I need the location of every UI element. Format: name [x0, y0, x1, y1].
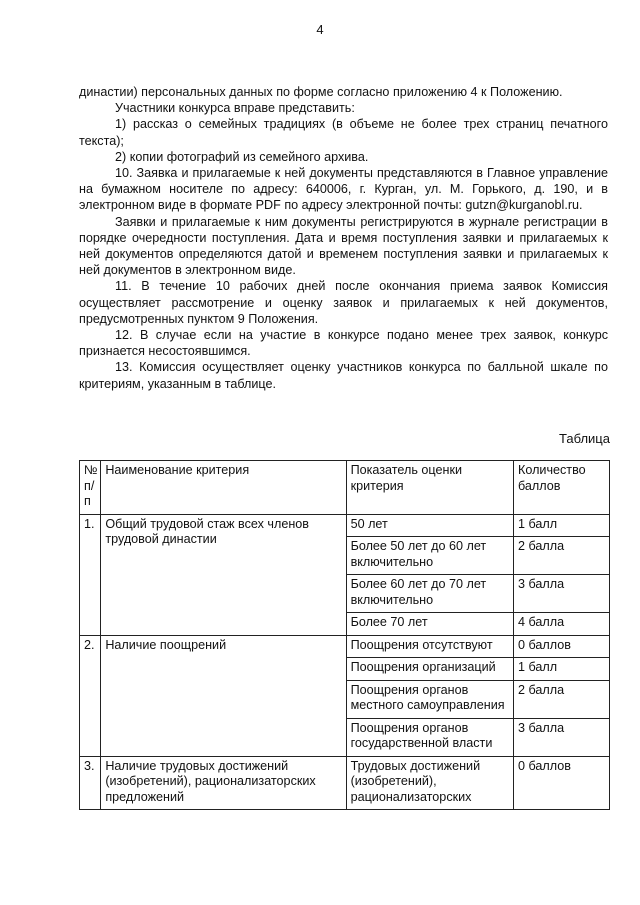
cell-points: 0 баллов — [514, 635, 610, 658]
cell-indicator: 50 лет — [346, 514, 513, 537]
cell-indicator: Поощрения отсутствуют — [346, 635, 513, 658]
document-body — [79, 84, 608, 392]
cell-points: 3 балла — [514, 718, 610, 756]
cell-number: 2. — [80, 635, 101, 756]
paragraph: 12. В случае если на участие в конкурсе подано менее трех заявок, конкурс признается несостоявшимся. — [79, 328, 608, 359]
cell-indicator: Более 60 лет до 70 лет включительно — [346, 575, 513, 613]
paragraph: Участники конкурса вправе представить: — [115, 101, 355, 116]
cell-number: 3. — [80, 756, 101, 810]
paragraph: 11. В течение 10 рабочих дней после окончания приема заявок Комиссия осуществляет рассмотрение и оценку заявок и прилагаемых к ней документов, предусмотренных пунктом 9 Положения. — [79, 279, 608, 326]
page-number: 4 — [316, 22, 324, 37]
header-number: № п/п — [80, 461, 101, 515]
cell-indicator: Поощрения организаций — [346, 658, 513, 681]
paragraph: династии) персональных данных по форме согласно приложению 4 к Положению. — [79, 85, 563, 99]
cell-criterion: Наличие поощрений — [101, 635, 346, 756]
cell-indicator: Более 70 лет — [346, 613, 513, 636]
cell-points: 3 балла — [514, 575, 610, 613]
header-indicator: Показатель оценки критерия — [346, 461, 513, 515]
cell-points: 1 балл — [514, 514, 610, 537]
cell-points: 1 балл — [514, 658, 610, 681]
criteria-table — [79, 460, 610, 810]
cell-points: 2 балла — [514, 537, 610, 575]
table-caption: Таблица — [559, 431, 610, 446]
paragraph: Заявки и прилагаемые к ним документы регистрируются в журнале регистрации в порядке очередности поступления. Дата и время поступления заявки и прилагаемых к ней документов определяются датой и временем поступления заявки и прилагаемых к ней документов в электронном виде. — [79, 214, 608, 278]
cell-number: 1. — [80, 514, 101, 635]
header-points: Количество баллов — [514, 461, 610, 515]
table-row — [80, 756, 610, 810]
cell-indicator: Более 50 лет до 60 лет включительно — [346, 537, 513, 575]
cell-criterion: Общий трудовой стаж всех членов трудовой династии — [101, 514, 346, 635]
paragraph: 10. Заявка и прилагаемые к ней документы представляются в Главное управление на бумажном носителе по адресу: 640006, г. Курган, ул. М. Горького, д. 190, и в электронном виде в формате PDF по адресу электронной почты: gutzn@kurganobl.ru. — [79, 166, 608, 213]
table-row — [80, 514, 610, 537]
paragraph: 13. Комиссия осуществляет оценку участников конкурса по балльной шкале по критериям, указанным в таблице. — [79, 360, 608, 391]
table-row — [80, 635, 610, 658]
table-header-row — [80, 461, 610, 515]
cell-points: 0 баллов — [514, 756, 610, 810]
cell-indicator: Поощрения органов государственной власти — [346, 718, 513, 756]
paragraph: 1) рассказ о семейных традициях (в объеме не более трех страниц печатного текста); — [79, 117, 608, 148]
cell-indicator: Трудовых достижений (изобретений), рационализаторских — [346, 756, 513, 810]
cell-indicator: Поощрения органов местного самоуправления — [346, 680, 513, 718]
paragraph: 2) копии фотографий из семейного архива. — [115, 149, 369, 164]
cell-criterion: Наличие трудовых достижений (изобретений), рационализаторских предложений — [101, 756, 346, 810]
header-criterion: Наименование критерия — [101, 461, 346, 515]
cell-points: 4 балла — [514, 613, 610, 636]
cell-points: 2 балла — [514, 680, 610, 718]
